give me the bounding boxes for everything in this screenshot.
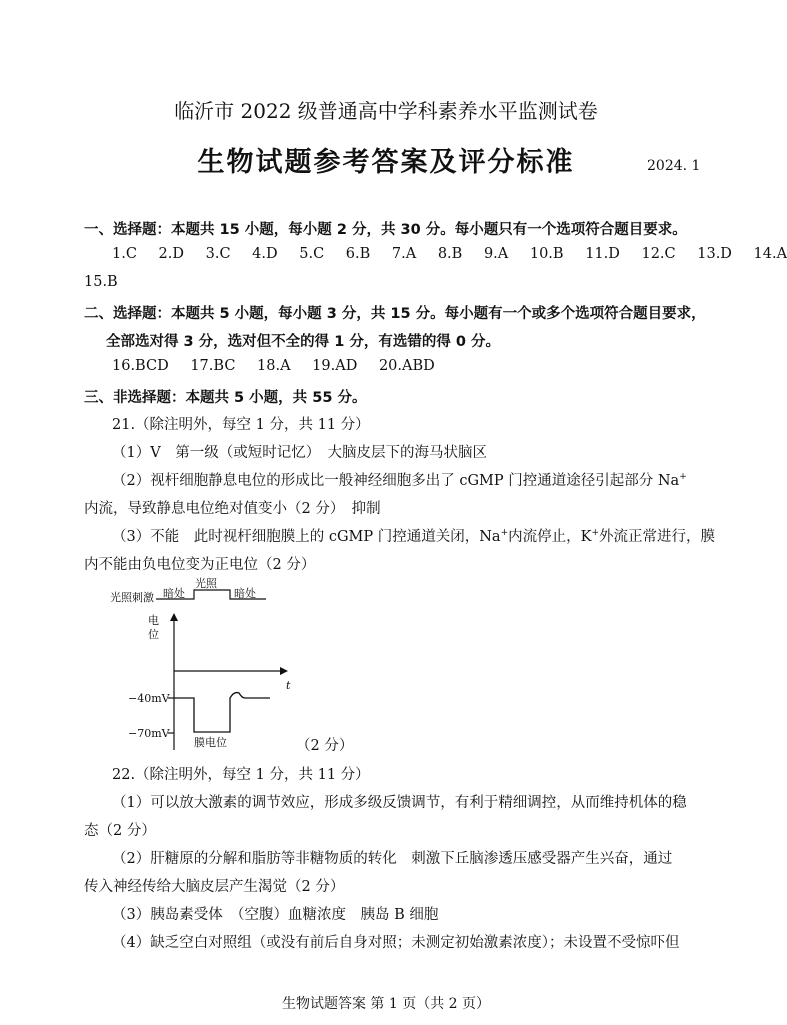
stimulus-label: 光照刺激 [110, 591, 154, 604]
q22-part3: （3）胰岛素受体 （空腹）血糖浓度 胰岛 B 细胞 [112, 907, 439, 923]
exam-date: 2024. 1 [647, 158, 701, 174]
q21-part3-line2: 内不能由负电位变为正电位（2 分） [84, 557, 316, 573]
exam-title: 临沂市 2022 级普通高中学科素养水平监测试卷 [174, 99, 598, 123]
answer-item: 9.A [483, 246, 509, 262]
dark-label-2: 暗处 [234, 587, 256, 600]
q21-part2-line1: （2）视杆细胞静息电位的形成比一般神经细胞多出了 cGMP 门控通道途径引起部分 Na+ [112, 472, 687, 489]
q22-heading: 22.（除注明外，每空 1 分，共 11 分） [112, 767, 370, 783]
membrane-potential-graph [108, 575, 308, 755]
y-axis-label-1: 电 [148, 614, 159, 627]
q22-part1-line1: （1）可以放大激素的调节效应，形成多级反馈调节，有利于精细调控，从而维持机体的稳 [112, 795, 687, 811]
y-axis-arrow-icon [170, 613, 178, 621]
membrane-potential-curve [174, 693, 270, 732]
answer-item: 13.D [697, 246, 732, 262]
section3-heading: 三、非选择题：本题共 5 小题，共 55 分。 [84, 390, 367, 406]
dark-label-1: 暗处 [163, 587, 185, 600]
q21-part1: （1）V 第一级（或短时记忆） 大脑皮层下的海马状脑区 [112, 445, 487, 461]
tick-minus70: −70mV [128, 727, 170, 740]
graph-score: （2 分） [296, 738, 354, 754]
light-label: 光照 [195, 577, 217, 590]
section2-heading-line1: 二、选择题：本题共 5 小题，每小题 3 分，共 15 分。每小题有一个或多个选项符合题目要求， [84, 306, 706, 322]
answer-item: 17.BC [190, 358, 236, 374]
section2-heading-line2: 全部选对得 3 分，选对但不全的得 1 分，有选错的得 0 分。 [106, 334, 501, 350]
curve-label: 膜电位 [194, 736, 227, 749]
answer-item: 18.A [257, 358, 291, 374]
q22-part2-line1: （2）肝糖原的分解和脂肪等非糖物质的转化 刺激下丘脑渗透压感受器产生兴奋，通过 [112, 851, 673, 867]
answer-item: 6.B [345, 246, 371, 262]
answer-item: 7.A [391, 246, 417, 262]
q21-part3-line1: （3）不能 此时视杆细胞膜上的 cGMP 门控通道关闭，Na+内流停止，K+外流正常进行，膜 [112, 528, 716, 545]
section1-answers [112, 246, 787, 262]
answer-item: 14.A [753, 246, 787, 262]
answer-item: 8.B [437, 246, 463, 262]
q22-part4: （4）缺乏空白对照组（或没有前后自身对照；未测定初始激素浓度）；未设置不受惊吓但 [112, 935, 680, 951]
answer-item: 3.C [205, 246, 231, 262]
answer-item: 12.C [641, 246, 676, 262]
answer-item: 1.C [112, 246, 137, 262]
page-footer: 生物试题答案 第 1 页（共 2 页） [281, 996, 491, 1012]
section2-answers [112, 358, 452, 374]
q22-part1-line2: 态（2 分） [84, 823, 156, 839]
answer-item: 4.D [252, 246, 278, 262]
section1-answer-15: 15.B [84, 274, 118, 290]
section1-heading: 一、选择题：本题共 15 小题，每小题 2 分，共 30 分。每小题只有一个选项符合题目要求。 [84, 222, 687, 238]
y-axis-label-2: 位 [148, 628, 159, 641]
x-axis-arrow-icon [280, 667, 288, 675]
q21-heading: 21.（除注明外，每空 1 分，共 11 分） [112, 417, 370, 433]
q21-part2-line2: 内流，导致静息电位绝对值变小（2 分） 抑制 [84, 501, 381, 517]
answer-item: 10.B [529, 246, 564, 262]
answer-item: 11.D [585, 246, 620, 262]
x-axis-label: t [286, 679, 291, 692]
answer-item: 19.AD [312, 358, 358, 374]
q22-part2-line2: 传入神经传给大脑皮层产生渴觉（2 分） [84, 879, 345, 895]
answer-item: 16.BCD [112, 358, 169, 374]
answer-item: 2.D [158, 246, 185, 262]
answer-item: 5.C [299, 246, 325, 262]
document-title: 生物试题参考答案及评分标准 [197, 147, 575, 178]
answer-item: 20.ABD [378, 358, 435, 374]
tick-minus40: −40mV [128, 692, 170, 705]
